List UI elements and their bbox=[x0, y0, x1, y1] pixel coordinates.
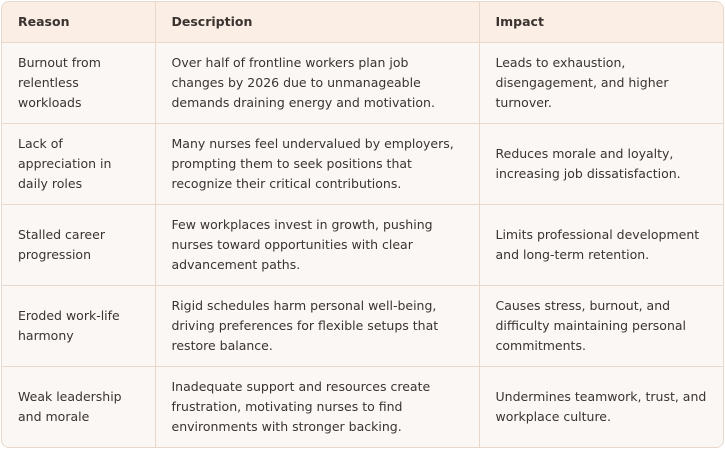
table-header-row bbox=[2, 2, 723, 42]
header-reason: Reason bbox=[2, 2, 155, 42]
cell-reason: Lack of appreciation in daily roles bbox=[2, 123, 155, 204]
cell-reason: Weak leadership and morale bbox=[2, 366, 155, 447]
cell-description: Rigid schedules harm personal well-being, driving preferences for flexible setups that restore balance. bbox=[155, 285, 479, 366]
cell-impact: Leads to exhaustion, disengagement, and higher turnover. bbox=[479, 42, 723, 123]
reasons-table-container bbox=[1, 1, 724, 448]
cell-reason: Eroded work-life harmony bbox=[2, 285, 155, 366]
reasons-table bbox=[2, 2, 723, 447]
header-description: Description bbox=[155, 2, 479, 42]
cell-impact: Undermines teamwork, trust, and workplace culture. bbox=[495, 388, 707, 424]
header-impact: Impact bbox=[479, 2, 723, 42]
cell-impact: Limits professional development and long-term retention. bbox=[479, 204, 723, 285]
cell-impact: Causes stress, burnout, and difficulty maintaining personal commitments. bbox=[479, 285, 723, 366]
table-row bbox=[2, 366, 723, 447]
table-row bbox=[2, 42, 723, 123]
cell-impact: Reduces morale and loyalty, increasing job dissatisfaction. bbox=[479, 123, 723, 204]
table-row bbox=[2, 285, 723, 366]
cell-description: Few workplaces invest in growth, pushing nurses toward opportunities with clear advancement paths. bbox=[155, 204, 479, 285]
cell-description: Many nurses feel undervalued by employers, prompting them to seek positions that recognize their critical contributions. bbox=[155, 123, 479, 204]
cell-reason: Burnout from relentless workloads bbox=[2, 42, 155, 123]
table-row bbox=[2, 204, 723, 285]
table-row bbox=[2, 123, 723, 204]
cell-description: Over half of frontline workers plan job changes by 2026 due to unmanageable demands draining energy and motivation. bbox=[155, 42, 479, 123]
cell-description: Inadequate support and resources create frustration, motivating nurses to find environments with stronger backing. bbox=[155, 366, 479, 447]
cell-reason: Stalled career progression bbox=[2, 204, 155, 285]
